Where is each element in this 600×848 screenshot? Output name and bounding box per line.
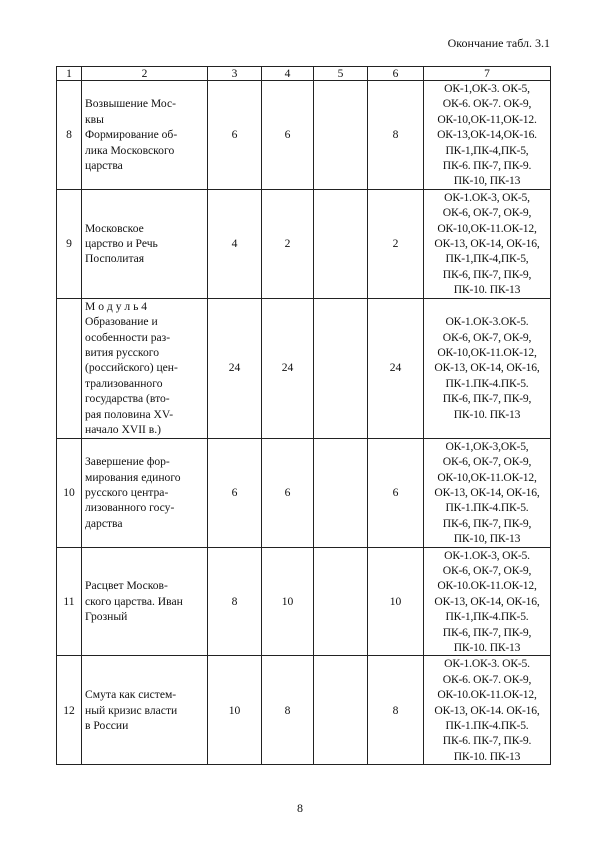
topic-line: Смута как систем-	[85, 688, 177, 702]
competency-line: ПК-6, ПК-7, ПК-9,	[442, 392, 532, 406]
topic-line: квы	[85, 112, 104, 126]
competency-line: ОК-10,ОК-11,ОК-12.	[437, 112, 537, 126]
competency-line: ОК-6, ОК-7, ОК-9,	[442, 563, 532, 577]
topic-line: начало XVII в.)	[85, 423, 162, 437]
topic-line: лика Московского	[85, 143, 175, 157]
row-number: 11	[57, 547, 82, 656]
topic-line: дарства	[85, 516, 123, 530]
competency-line: ОК-13,ОК-14,ОК-16.	[437, 128, 537, 142]
hours-col-3: 6	[208, 438, 262, 547]
row-number: 9	[57, 189, 82, 298]
competency-line: ОК-13, ОК-14. ОК-16,	[434, 703, 540, 717]
topic-cell	[82, 438, 208, 547]
row-number: 12	[57, 656, 82, 765]
competency-line: ПК-10. ПК-13	[453, 749, 521, 763]
hours-col-5	[314, 81, 368, 190]
topic-line: Грозный	[85, 610, 128, 624]
competency-line: ОК-6, ОК-7, ОК-9,	[442, 455, 532, 469]
topic-line: мирования единого	[85, 470, 181, 484]
hours-col-3: 6	[208, 81, 262, 190]
table-row	[57, 438, 551, 547]
competency-line: ОК-10,ОК-11.ОК-12,	[437, 470, 537, 484]
topic-line: Расцвет Москов-	[85, 579, 168, 593]
table-row	[57, 189, 551, 298]
hours-col-6: 6	[368, 438, 424, 547]
competency-line: ПК-1,ПК-4.ПК-5.	[445, 610, 529, 624]
competency-line: ПК-6. ПК-7, ПК-9.	[442, 159, 532, 173]
table-caption: Окончание табл. 3.1	[447, 36, 550, 50]
topic-line: трализованного	[85, 376, 163, 390]
hours-col-4: 10	[262, 547, 314, 656]
competencies-cell	[424, 298, 551, 438]
competencies-cell	[424, 656, 551, 765]
topic-line: (российского) цен-	[85, 361, 178, 375]
competency-line: ОК-13, ОК-14, ОК-16,	[434, 485, 540, 499]
competency-line: ПК-6, ПК-7, ПК-9,	[442, 625, 532, 639]
hours-col-4: 24	[262, 298, 314, 438]
topic-line: лизованного госу-	[85, 501, 175, 515]
curriculum-table	[56, 66, 551, 765]
header-cell: 7	[424, 67, 551, 81]
hours-col-5	[314, 189, 368, 298]
topic-line: царства	[85, 159, 123, 173]
topic-cell	[82, 298, 208, 438]
topic-line: Возвышение Мос-	[85, 97, 177, 111]
competency-line: ОК-1.ОК-3, ОК-5,	[444, 190, 530, 204]
competency-line: ПК-10. ПК-13	[453, 283, 521, 297]
header-cell: 4	[262, 67, 314, 81]
header-cell: 5	[314, 67, 368, 81]
topic-cell	[82, 81, 208, 190]
competency-line: ОК-6. ОК-7. ОК-9,	[442, 672, 532, 686]
competency-line: ОК-10.ОК-11.ОК-12,	[437, 579, 537, 593]
hours-col-5	[314, 547, 368, 656]
competency-line: ОК-10.ОК-11.ОК-12,	[437, 688, 537, 702]
competency-line: ПК-1.ПК-4.ПК-5.	[445, 719, 529, 732]
topic-line: Завершение фор-	[85, 455, 170, 469]
topic-line: М о д у л ь 4	[85, 299, 148, 313]
topic-line: вития русского	[85, 346, 160, 360]
topic-line: государства (вто-	[85, 392, 170, 406]
topic-line: ского царства. Иван	[85, 594, 183, 608]
hours-col-5	[314, 656, 368, 765]
competencies-cell	[424, 189, 551, 298]
competency-line: ПК-10. ПК-13	[453, 640, 521, 654]
hours-col-4: 6	[262, 438, 314, 547]
competency-line: ПК-6. ПК-7, ПК-9.	[442, 734, 532, 748]
competency-line: ПК-10, ПК-13	[453, 532, 521, 546]
header-row	[57, 67, 551, 81]
topic-line: рая половина XV-	[85, 407, 174, 421]
competency-line: ОК-10,ОК-11.ОК-12,	[437, 346, 537, 360]
topic-line: русского центра-	[85, 485, 169, 499]
topic-line: Формирование об-	[85, 128, 178, 142]
competency-line: ОК-1.ОК-3, ОК-5.	[444, 548, 530, 562]
competency-line: ОК-13, ОК-14, ОК-16,	[434, 594, 540, 608]
competency-line: ПК-6, ПК-7, ПК-9,	[442, 516, 532, 530]
topic-line: Московское	[85, 221, 144, 235]
page-number: 8	[297, 801, 303, 815]
competency-line: ПК-1.ПК-4.ПК-5.	[445, 501, 529, 515]
hours-col-4: 8	[262, 656, 314, 765]
hours-col-4: 6	[262, 81, 314, 190]
table-row	[57, 298, 551, 438]
competency-line: ОК-13, ОК-14, ОК-16,	[434, 237, 540, 251]
topic-cell	[82, 656, 208, 765]
topic-line: Образование и	[85, 315, 158, 329]
hours-col-3: 10	[208, 656, 262, 765]
topic-line: особенности раз-	[85, 330, 171, 344]
competency-line: ОК-1,ОК-3. ОК-5,	[444, 82, 530, 95]
topic-cell	[82, 547, 208, 656]
competency-line: ОК-13, ОК-14, ОК-16,	[434, 361, 540, 375]
competency-line: ПК-1,ПК-4,ПК-5,	[445, 252, 529, 266]
table-row	[57, 81, 551, 190]
topic-line: царство и Речь	[85, 237, 158, 251]
hours-col-3: 8	[208, 547, 262, 656]
row-number: 8	[57, 81, 82, 190]
hours-col-6: 2	[368, 189, 424, 298]
competency-line: ОК-10,ОК-11.ОК-12,	[437, 221, 537, 235]
competencies-cell	[424, 81, 551, 190]
row-number	[57, 298, 82, 438]
competency-line: ОК-1,ОК-3,ОК-5,	[445, 439, 529, 453]
hours-col-6: 8	[368, 81, 424, 190]
competency-line: ПК-10. ПК-13	[453, 407, 521, 421]
topic-line: в России	[85, 719, 129, 732]
row-number: 10	[57, 438, 82, 547]
competencies-cell	[424, 547, 551, 656]
header-cell: 2	[82, 67, 208, 81]
competency-line: ПК-6, ПК-7, ПК-9,	[442, 267, 532, 281]
topic-cell	[82, 189, 208, 298]
hours-col-6: 24	[368, 298, 424, 438]
competency-line: ПК-10, ПК-13	[453, 174, 521, 188]
competency-line: ОК-6. ОК-7. ОК-9,	[442, 97, 532, 111]
header-cell: 1	[57, 67, 82, 81]
hours-col-5	[314, 298, 368, 438]
competency-line: ОК-6, ОК-7, ОК-9,	[442, 330, 532, 344]
competency-line: ПК-1.ПК-4.ПК-5.	[445, 376, 529, 390]
competencies-cell	[424, 438, 551, 547]
hours-col-4: 2	[262, 189, 314, 298]
header-cell: 3	[208, 67, 262, 81]
competency-line: ОК-6, ОК-7, ОК-9,	[442, 206, 532, 220]
hours-col-5	[314, 438, 368, 547]
hours-col-3: 4	[208, 189, 262, 298]
competency-line: ОК-1.ОК-3. ОК-5.	[444, 657, 530, 671]
hours-col-6: 8	[368, 656, 424, 765]
competency-line: ПК-1,ПК-4,ПК-5,	[445, 143, 529, 157]
table-row	[57, 656, 551, 765]
competency-line: ОК-1.ОК-3.ОК-5.	[445, 315, 529, 329]
hours-col-3: 24	[208, 298, 262, 438]
table-row	[57, 547, 551, 656]
topic-line: Посполитая	[85, 252, 145, 266]
topic-line: ный кризис власти	[85, 703, 178, 717]
header-cell: 6	[368, 67, 424, 81]
hours-col-6: 10	[368, 547, 424, 656]
